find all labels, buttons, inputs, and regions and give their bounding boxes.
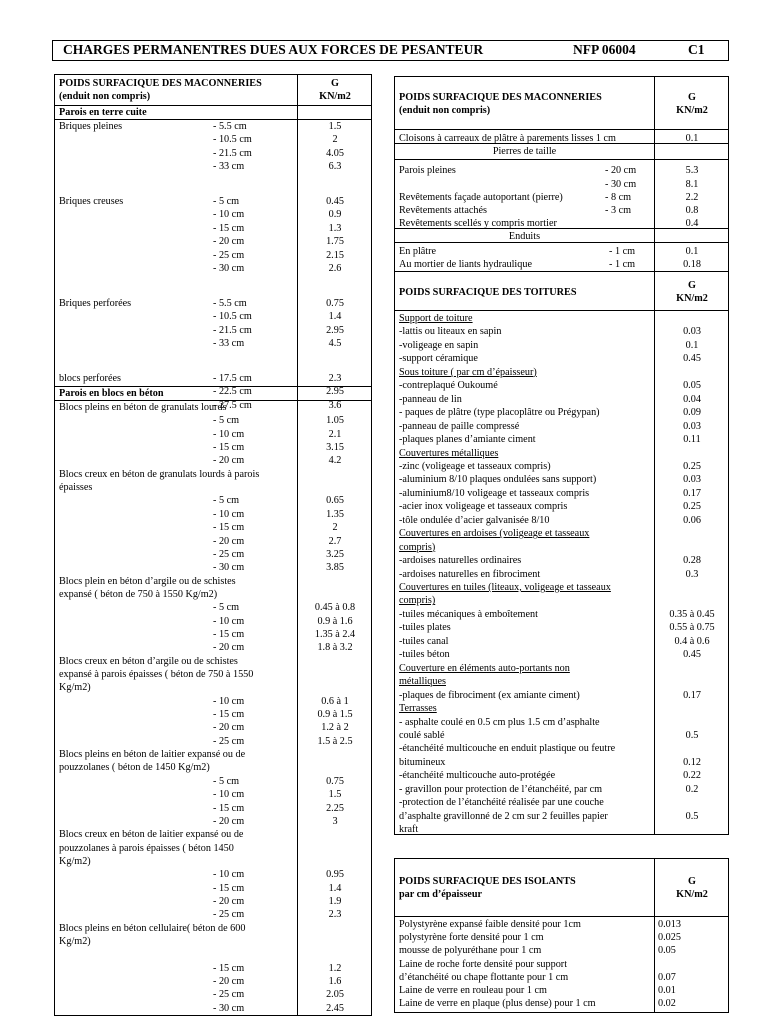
row-value: 0.45 à 0.8 <box>314 602 356 614</box>
row-label: bitumineux <box>399 756 446 768</box>
row-value: 0.1 <box>685 133 699 144</box>
row-thickness: - 15 cm <box>213 522 245 534</box>
sheet-code: C1 <box>688 42 705 57</box>
row-thickness: - 15 cm <box>213 222 245 234</box>
row-thickness: - 10.5 cm <box>213 134 252 146</box>
row-value: 6.3 <box>328 161 342 173</box>
row-value: 1.3 <box>328 222 342 234</box>
row-value: 1.75 <box>326 236 344 248</box>
row-value: 1.8 à 3.2 <box>317 642 353 654</box>
row-value: 0.45 <box>683 649 701 661</box>
category-heading: compris) <box>399 595 436 607</box>
row-value: 0.95 <box>326 869 344 881</box>
row-label: -tuiles béton <box>399 649 450 661</box>
row-label: Kg/m2) <box>59 682 91 694</box>
row-label: -voligeage en sapin <box>399 339 479 351</box>
row-label: polystyrène forte densité pour 1 cm <box>399 932 544 944</box>
row-value: 3.85 <box>326 562 344 574</box>
row-thickness: - 25 cm <box>213 989 245 1001</box>
row-thickness: - 10 cm <box>213 428 245 440</box>
row-value: 0.03 <box>683 326 701 338</box>
row-value: 0.25 <box>683 501 701 513</box>
row-value: 2.3 <box>328 372 342 384</box>
row-thickness: - 10 cm <box>213 695 245 707</box>
row-value: 8.1 <box>685 179 699 190</box>
row-label: Au mortier de liants hydraulique <box>399 259 532 270</box>
row-label: -plaques planes d’amiante ciment <box>399 434 536 446</box>
row-thickness: - 30 cm <box>213 263 245 275</box>
row-label: Cloisons à carreaux de plâtre à parements lisses 1 cm <box>399 133 616 144</box>
isolants-unit: KN/m2 <box>676 889 708 900</box>
row-value: 0.2 <box>685 783 699 795</box>
row-thickness: - 3 cm <box>605 205 632 216</box>
row-label: -lattis ou liteaux en sapin <box>399 326 502 338</box>
row-value: 2.7 <box>328 535 342 547</box>
left-table-maconneries <box>54 74 372 1016</box>
row-value: 1.5 <box>328 789 342 801</box>
row-label: d’étanchéité ou chape flottante pour 1 cm <box>399 971 569 983</box>
row-value: 0.12 <box>683 756 701 768</box>
table-isolants <box>394 858 729 1013</box>
row-value: 0.9 à 1.6 <box>317 615 353 627</box>
row-value: 4.5 <box>328 338 342 350</box>
isolants-title-2: par cm d’épaisseur <box>399 889 483 900</box>
row-value: 0.3 <box>685 568 699 580</box>
row-label: -tuiles canal <box>399 635 449 647</box>
row-value: 2.05 <box>326 989 344 1001</box>
row-thickness: - 20 cm <box>213 895 245 907</box>
right1-title-1: POIDS SURFACIQUE DES MACONNERIES <box>399 92 602 103</box>
row-value: 0.55 à 0.75 <box>669 622 715 634</box>
row-value: 2.1 <box>328 428 342 440</box>
row-value: 2 <box>332 522 338 534</box>
row-value: 2.3 <box>328 909 342 921</box>
row-thickness: - 22.5 cm <box>213 386 252 398</box>
row-label: En plâtre <box>399 246 437 257</box>
row-label: -tôle ondulée d’acier galvanisée 8/10 <box>399 514 550 526</box>
row-value: 0.5 <box>685 729 699 741</box>
row-value: 1.2 <box>328 962 342 974</box>
row-value: 1.4 <box>328 882 342 894</box>
left-title-1: POIDS SURFACIQUE DES MACONNERIES <box>59 78 262 89</box>
row-value: 0.65 <box>326 495 344 507</box>
row-label: Briques perforées <box>59 297 132 309</box>
toitures-g-label: G <box>688 280 696 291</box>
category-heading: Terrasses <box>399 703 437 715</box>
row-value: 0.1 <box>685 339 699 351</box>
row-thickness: - 20 cm <box>213 722 245 734</box>
row-value: 0.75 <box>326 775 344 787</box>
row-value: 0.04 <box>683 393 701 405</box>
left-g-label: G <box>331 78 339 89</box>
row-value: 0.1 <box>685 246 699 257</box>
row-label: -tuiles mécaniques à emboîtement <box>399 608 538 620</box>
row-value: 0.45 <box>683 353 701 365</box>
row-label: pouzzolanes à parois épaisses ( béton 1450 <box>59 842 234 854</box>
row-label: Blocs creux en béton d’argile ou de schistes <box>59 655 238 667</box>
row-thickness: - 5 cm <box>213 495 240 507</box>
row-label: -protection de l’étanchéité réalisée par une couche <box>399 797 604 809</box>
category-heading: Couvertures en ardoises (voligeage et tasseaux <box>399 528 590 540</box>
row-label: expansé ( béton de 750 à 1550 Kg/m2) <box>59 588 218 600</box>
row-thickness: - 5.5 cm <box>213 297 247 309</box>
row-label: pouzzolanes ( béton de 1450 Kg/m2) <box>59 762 210 774</box>
toitures-title: POIDS SURFACIQUE DES TOITURES <box>399 287 577 298</box>
row-value: 2.25 <box>326 802 344 814</box>
row-thickness: - 20 cm <box>213 535 245 547</box>
row-value: 0.18 <box>683 259 701 270</box>
row-value: 1.05 <box>326 415 344 427</box>
row-value: 0.75 <box>326 297 344 309</box>
row-thickness: - 30 cm <box>213 562 245 574</box>
row-thickness: - 20 cm <box>605 165 637 176</box>
row-label: -acier inox voligeage et tasseaux compris <box>399 501 568 513</box>
row-label: Laine de roche forte densité pour support <box>399 958 568 970</box>
norm-reference: NFP 06004 <box>573 42 636 57</box>
row-value: 2.95 <box>326 386 344 398</box>
row-value: 4.2 <box>328 455 342 467</box>
row-thickness: - 20 cm <box>213 455 245 467</box>
row-thickness: - 10 cm <box>213 789 245 801</box>
row-value: 2 <box>332 134 338 146</box>
row-value: 0.8 <box>685 205 699 216</box>
row-thickness: - 17.5 cm <box>213 372 252 384</box>
row-label: -zinc (voligeage et tasseaux compris) <box>399 460 551 472</box>
row-thickness: - 5 cm <box>213 415 240 427</box>
row-label: -étanchéité multicouche en enduit plastique ou feutre <box>399 743 616 755</box>
row-value: 2.15 <box>326 249 344 261</box>
row-thickness: - 20 cm <box>213 236 245 248</box>
row-label: Parois pleines <box>399 165 456 176</box>
row-value: 0.25 <box>683 460 701 472</box>
row-thickness: - 33 cm <box>213 161 245 173</box>
row-thickness: - 15 cm <box>213 882 245 894</box>
row-value: 1.5 à 2.5 <box>317 735 353 747</box>
right1-title-2: (enduit non compris) <box>399 105 491 116</box>
category-heading: Couverture en éléments auto-portants non <box>399 662 570 674</box>
row-thickness: - 1 cm <box>609 259 636 270</box>
row-label: Blocs pleins en béton de granulats lourds <box>59 402 227 413</box>
subsection-heading: Enduits <box>508 231 541 242</box>
row-value: 1.6 <box>328 976 342 988</box>
right1-unit: KN/m2 <box>676 105 708 116</box>
document-title: CHARGES PERMANENTRES DUES AUX FORCES DE PESANTEUR <box>63 42 484 57</box>
row-thickness: - 10 cm <box>213 209 245 221</box>
row-label: -tuiles plates <box>399 622 451 634</box>
row-label: Laine de verre en plaque (plus dense) pour 1 cm <box>399 998 596 1010</box>
row-thickness: - 5 cm <box>213 196 240 208</box>
row-label: Blocs pleins en béton de laitier expansé ou de <box>59 749 246 761</box>
row-value: 2.95 <box>326 324 344 336</box>
row-value: 3 <box>332 815 338 827</box>
row-label: coulé sablé <box>399 729 445 741</box>
row-label: Briques creuses <box>59 196 124 208</box>
row-label: -plaques de fibrociment (ex amiante ciment) <box>399 689 580 701</box>
row-label: mousse de polyuréthane pour 1 cm <box>399 945 542 957</box>
right1-g-label: G <box>688 92 696 103</box>
row-thickness: - 15 cm <box>213 628 245 640</box>
row-thickness: - 5 cm <box>213 602 240 614</box>
row-value: 3.25 <box>326 548 344 560</box>
row-thickness: - 30 cm <box>605 179 637 190</box>
row-label: -support céramique <box>399 353 478 365</box>
row-value: 2.45 <box>326 1002 344 1014</box>
row-label: Kg/m2) <box>59 936 91 947</box>
row-value: 2.2 <box>685 192 699 203</box>
row-label: -aluminium8/10 voligeage et tasseaux compris <box>399 487 590 499</box>
row-value: 0.02 <box>658 998 676 1010</box>
row-label: Kg/m2) <box>59 855 91 867</box>
row-value: 4.05 <box>326 147 344 159</box>
row-thickness: - 5 cm <box>213 775 240 787</box>
row-value: 0.5 <box>685 810 699 822</box>
row-thickness: - 15 cm <box>213 442 245 454</box>
isolants-title-1: POIDS SURFACIQUE DES ISOLANTS <box>399 876 576 887</box>
row-value: 0.9 à 1.5 <box>317 709 353 721</box>
row-value: 0.07 <box>658 971 676 983</box>
subsection-heading: Pierres de taille <box>492 146 557 157</box>
category-heading: compris) <box>399 541 436 553</box>
row-value: 0.17 <box>683 487 701 499</box>
row-value: 0.05 <box>683 380 701 392</box>
row-label: - gravillon pour protection de l’étanchéité, par cm <box>399 783 603 795</box>
row-thickness: - 15 cm <box>213 709 245 721</box>
row-label: Blocs creux en béton de granulats lourds à parois <box>59 468 260 480</box>
category-heading: métalliques <box>399 676 446 688</box>
row-thickness: - 8 cm <box>605 192 632 203</box>
row-value: 0.03 <box>683 474 701 486</box>
row-thickness: - 33 cm <box>213 338 245 350</box>
row-value: 3.15 <box>326 442 344 454</box>
row-label: d’asphalte gravillonné de 2 cm sur 2 feuilles papier <box>399 810 608 822</box>
row-thickness: - 21.5 cm <box>213 324 252 336</box>
section-blocs-beton: Parois en blocs en béton <box>59 388 164 399</box>
row-label: Laine de verre en rouleau pour 1 cm <box>399 985 547 996</box>
row-value: 0.013 <box>658 919 681 930</box>
table-toitures <box>394 271 729 835</box>
right-table-maconneries <box>394 76 729 272</box>
row-label: Polystyrène expansé faible densité pour 1cm <box>399 919 581 930</box>
row-value: 1.35 à 2.4 <box>314 628 356 640</box>
row-label: Briques pleines <box>59 121 123 132</box>
row-label: Blocs creux en béton de laitier expansé ou de <box>59 829 244 841</box>
row-label: -panneau de lin <box>399 393 462 405</box>
row-thickness: - 15 cm <box>213 802 245 814</box>
row-thickness: - 1 cm <box>609 246 636 257</box>
row-thickness: - 25 cm <box>213 249 245 261</box>
row-thickness: - 10 cm <box>213 508 245 520</box>
row-thickness: - 27.5 cm <box>213 399 252 411</box>
row-label: Blocs plein en béton d’argile ou de schistes <box>59 575 236 587</box>
row-thickness: - 20 cm <box>213 815 245 827</box>
category-heading: Support de toiture <box>399 313 473 324</box>
row-thickness: - 10 cm <box>213 869 245 881</box>
row-thickness: - 25 cm <box>213 909 245 921</box>
row-value: 0.45 <box>326 196 344 208</box>
toitures-unit: KN/m2 <box>676 293 708 304</box>
row-value: 1.2 à 2 <box>321 722 349 734</box>
row-label: Revêtements façade autoportant (pierre) <box>399 192 563 203</box>
row-thickness: - 25 cm <box>213 735 245 747</box>
document-header <box>52 40 729 61</box>
row-label: -contreplaqué Oukoumé <box>399 380 498 392</box>
row-thickness: - 30 cm <box>213 1002 245 1014</box>
row-value: 2.6 <box>328 263 342 275</box>
row-value: 1.35 <box>326 508 344 520</box>
row-thickness: - 20 cm <box>213 976 245 988</box>
category-heading: Sous toiture ( par cm d’épaisseur) <box>399 366 537 378</box>
row-value: 0.6 à 1 <box>321 695 349 707</box>
row-value: 1.5 <box>328 121 342 132</box>
row-thickness: - 15 cm <box>213 962 245 974</box>
row-label: -panneau de paille compressé <box>399 420 520 432</box>
row-value: 0.4 à 0.6 <box>674 635 710 647</box>
row-thickness: - 10.5 cm <box>213 311 252 323</box>
row-value: 0.28 <box>683 555 701 567</box>
row-value: 3.6 <box>328 399 342 411</box>
row-value: 0.06 <box>683 514 701 526</box>
row-value: 1.4 <box>328 311 342 323</box>
row-label: -ardoises naturelles en fibrociment <box>399 568 541 580</box>
row-thickness: - 10 cm <box>213 615 245 627</box>
row-value: 0.09 <box>683 407 701 419</box>
row-value: 1.9 <box>328 895 342 907</box>
left-unit: KN/m2 <box>319 91 351 102</box>
row-value: 0.05 <box>658 945 676 957</box>
row-value: 0.17 <box>683 689 701 701</box>
left-title-2: (enduit non compris) <box>59 91 151 102</box>
row-thickness: - 25 cm <box>213 548 245 560</box>
row-label: Revêtements scellés y compris mortier <box>399 218 557 229</box>
row-thickness: - 20 cm <box>213 642 245 654</box>
row-label: Blocs pleins en béton cellulaire( béton de 600 <box>59 922 246 934</box>
row-value: 0.03 <box>683 420 701 432</box>
row-value: 0.35 à 0.45 <box>669 608 715 620</box>
section-terre-cuite: Parois en terre cuite <box>59 107 147 118</box>
row-label: blocs perforées <box>59 372 121 384</box>
row-value: 0.22 <box>683 770 701 782</box>
row-label: - asphalte coulé en 0.5 cm plus 1.5 cm d’asphalte <box>399 716 600 728</box>
row-thickness: - 21.5 cm <box>213 147 252 159</box>
row-value: 5.3 <box>685 165 699 176</box>
row-label: épaisses <box>59 482 93 494</box>
row-thickness: - 5.5 cm <box>213 121 247 132</box>
row-value: 0.11 <box>683 434 701 446</box>
row-label: -étanchéité multicouche auto-protégée <box>399 770 556 782</box>
row-label: - paques de plâtre (type placoplâtre ou Prégypan) <box>399 407 600 419</box>
isolants-g-label: G <box>688 876 696 887</box>
row-label: -ardoises naturelles ordinaires <box>399 555 522 567</box>
row-label: -aluminium 8/10 plaques ondulées sans support) <box>399 474 597 486</box>
row-value: 0.01 <box>658 985 676 996</box>
row-label: Revêtements attachés <box>399 205 487 216</box>
row-value: 0.4 <box>685 218 699 229</box>
row-label: expansé à parois épaisses ( béton de 750 à 1550 <box>59 669 254 680</box>
category-heading: Couvertures métalliques <box>399 447 499 459</box>
row-value: 0.9 <box>328 209 342 221</box>
row-value: 0.025 <box>658 932 681 944</box>
category-heading: Couvertures en tuiles (liteaux, voligeage et tasseaux <box>399 582 611 593</box>
row-label: kraft <box>399 824 419 836</box>
